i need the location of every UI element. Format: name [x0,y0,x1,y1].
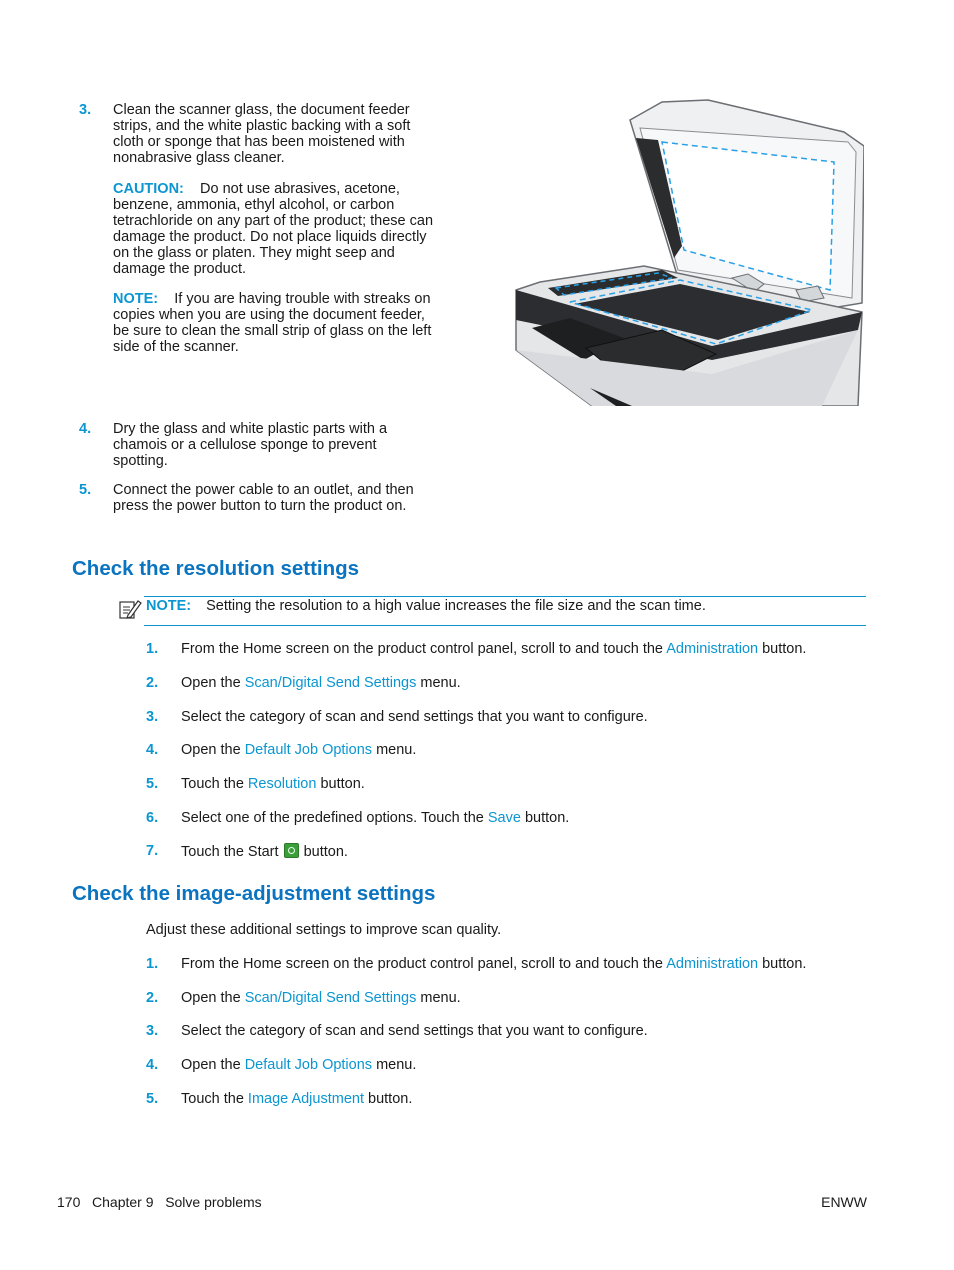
step-text [181,709,648,725]
ui-button-reference: Save [487,810,521,826]
step-number: 1. [146,641,159,657]
step-text-pre: Select one of the predefined options. Touch the [181,810,488,826]
step-text-post: button. [758,956,807,972]
chapter-title: Solve problems [165,1194,262,1210]
step-text-post: menu. [372,1057,417,1073]
step-text-pre: Touch the [181,1091,248,1107]
note-block [113,291,439,355]
section-heading: Check the image-adjustment settings [72,882,436,905]
step-number: 1. [146,956,159,972]
caution-block [113,181,433,277]
step-text-post: button. [316,776,365,792]
step-number: 7. [146,843,159,859]
step-number: 2. [146,990,159,1006]
note-top-rule [144,596,866,597]
step-text [181,990,461,1006]
step-text-post: button. [520,810,570,826]
step-text-pre: Touch the [181,776,248,792]
caution-label: CAUTION: [113,181,184,197]
step-text-post: menu. [372,742,417,758]
step-number: 6. [146,810,159,826]
step-text-post: menu. [416,675,461,691]
step-text [181,776,365,792]
page-footer-left [57,1194,262,1210]
section-intro: Adjust these additional settings to improve scan quality. [146,922,502,938]
step-number: 3. [146,1023,159,1039]
ui-button-reference: Default Job Options [244,1057,373,1073]
step-number: 4. [146,742,159,758]
step-text: Connect the power cable to an outlet, and then press the power button to turn the product on. [113,482,414,514]
step-text-pre: From the Home screen on the product control panel, scroll to and touch the [181,956,667,972]
step-number: 3. [79,102,92,118]
note-block [146,598,866,614]
step-text-post: button. [758,641,807,657]
step-text [181,641,806,657]
step-number: 2. [146,675,159,691]
step-text [181,1057,416,1073]
ui-button-reference: Image Adjustment [247,1091,364,1107]
step-text [181,1023,648,1039]
step-text-pre: Open the [181,675,245,691]
step-text-pre: Select the category of scan and send settings that you want to configure. [181,709,648,725]
step-text-pre: Select the category of scan and send settings that you want to configure. [181,1023,648,1039]
step-text-post: menu. [416,990,461,1006]
note-text: Setting the resolution to a high value increases the file size and the scan time. [206,598,706,614]
step-text [181,675,461,691]
footer-doc-code: ENWW [821,1194,867,1210]
ui-button-reference: Administration [666,641,759,657]
step-text [181,1091,412,1107]
step-text: Dry the glass and white plastic parts with a chamois or a cellulose sponge to prevent spotting. [113,421,388,469]
step-number: 5. [79,482,92,498]
step-number: 5. [146,1091,159,1107]
scanner-illustration [512,98,864,406]
step-text-pre: From the Home screen on the product control panel, scroll to and touch the [181,641,667,657]
step-text-pre: Open the [181,1057,245,1073]
step-number: 4. [146,1057,159,1073]
caution-text: Do not use abrasives, acetone, benzene, ammonia, ethyl alcohol, or carbon tetrachloride on any part of the product; these can damage the product. Do not place liquids directly on the glass or platen. They might seep and damage the product. [113,181,434,277]
step-text: Clean the scanner glass, the document feeder strips, and the white plastic backing with a soft cloth or sponge that has been moistened with nonabrasive glass cleaner. [113,102,411,166]
step-text-post: button. [364,1091,413,1107]
ui-button-reference: Administration [666,956,759,972]
note-label: NOTE: [146,598,192,614]
step-text [181,843,348,860]
step-number: 4. [79,421,92,437]
start-button-icon [284,843,299,858]
page-number: 170 [57,1194,81,1210]
ui-button-reference: Resolution [247,776,317,792]
ui-button-reference: Scan/Digital Send Settings [244,990,417,1006]
note-label: NOTE: [113,291,159,307]
ui-button-reference: Scan/Digital Send Settings [244,675,417,691]
note-text: If you are having trouble with streaks on copies when you are using the document feeder, be sure to clean the small strip of glass on the left side of the scanner. [113,291,432,355]
chapter-label: Chapter 9 [92,1194,154,1210]
step-text-pre: Touch the Start [181,844,283,860]
step-text [181,742,416,758]
step-text-pre: Open the [181,990,245,1006]
step-text [181,810,569,826]
step-text-post: button. [299,844,348,860]
ui-button-reference: Default Job Options [244,742,373,758]
note-bottom-rule [144,625,866,626]
step-text-pre: Open the [181,742,245,758]
step-number: 5. [146,776,159,792]
note-pencil-icon [118,597,142,621]
section-heading: Check the resolution settings [72,557,360,580]
step-text [181,956,806,972]
step-number: 3. [146,709,159,725]
